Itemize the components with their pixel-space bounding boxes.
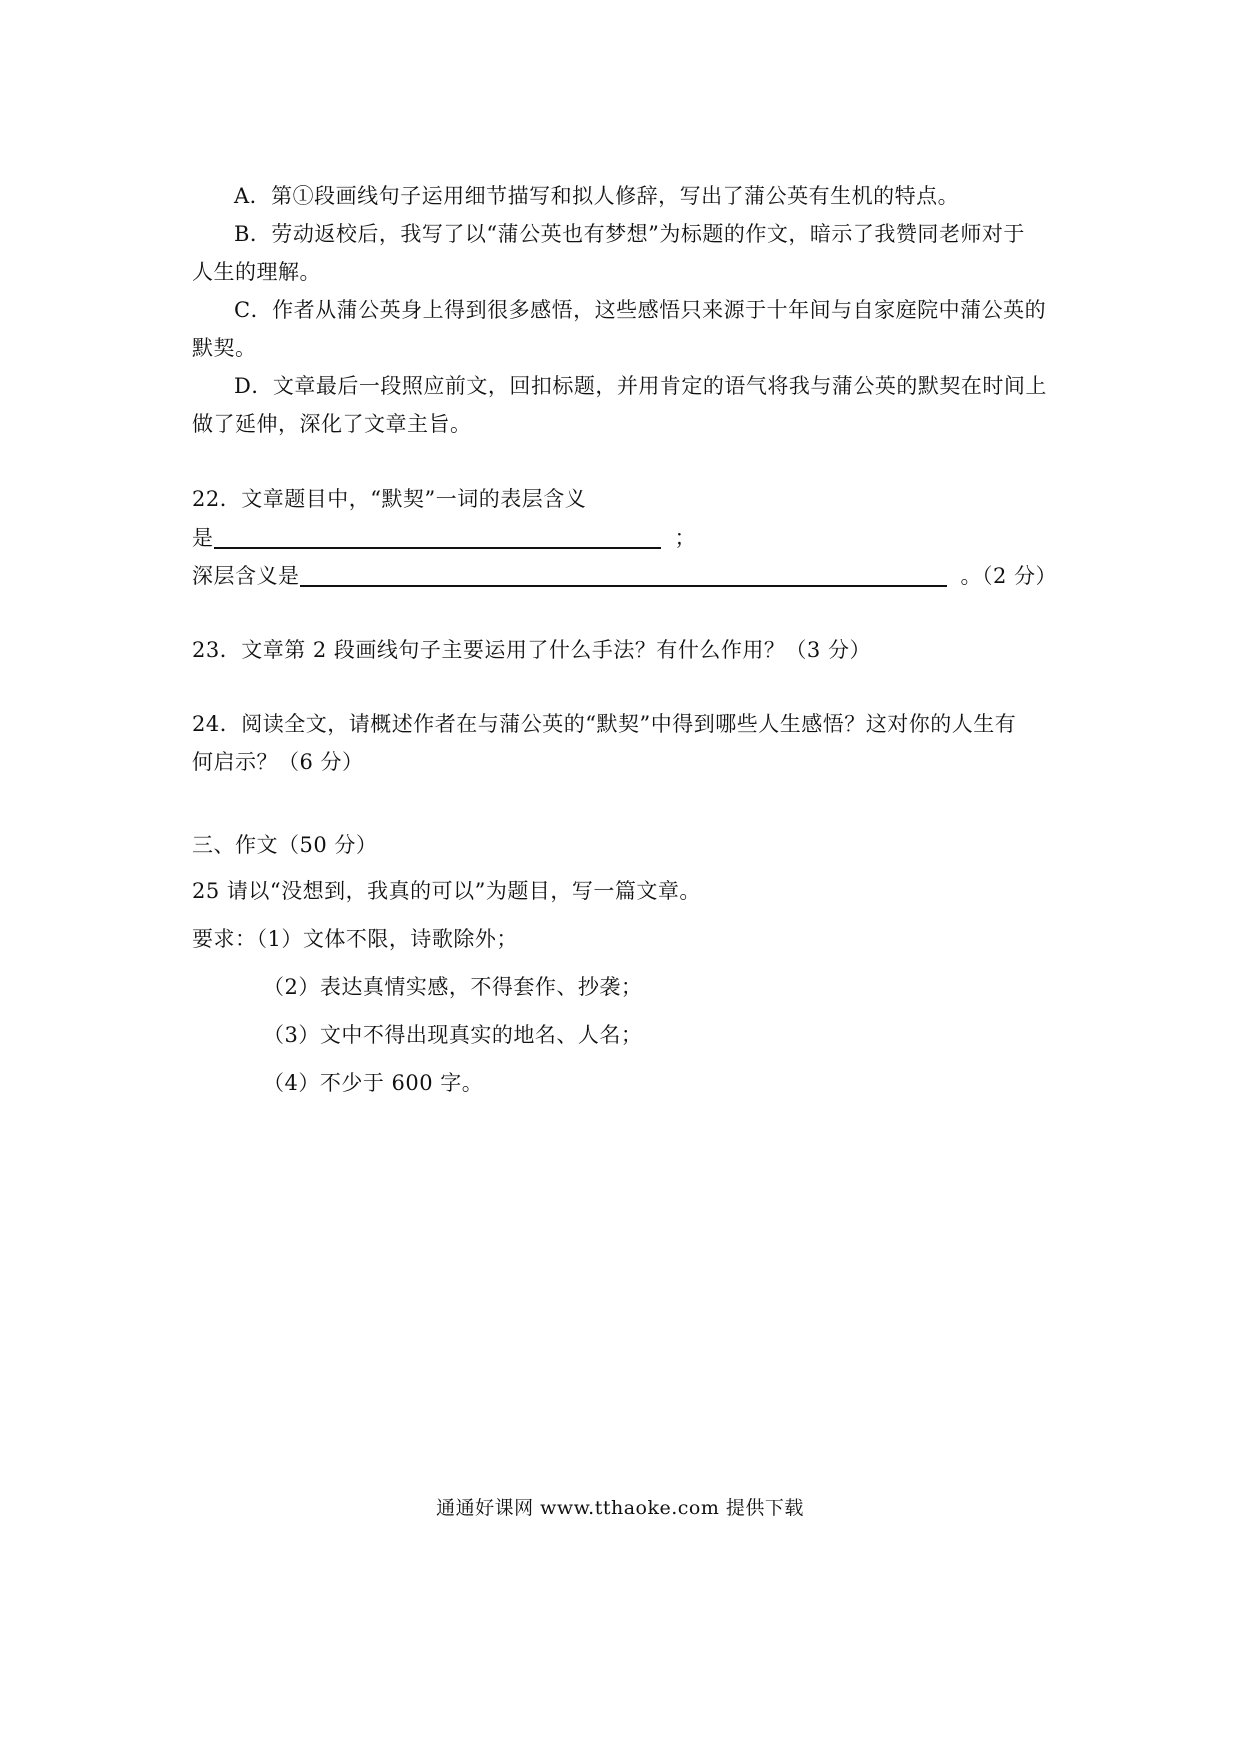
question-22-stem: 22．文章题目中，“默契”一词的表层含义 (192, 487, 587, 511)
option-a-line1: A．第①段画线句子运用细节描写和拟人修辞，写出了蒲公英有生机的特点。 (234, 184, 960, 208)
question-22-surface-suffix: ； (674, 526, 696, 550)
option-d-line1: D．文章最后一段照应前文，回扣标题，并用肯定的语气将我与蒲公英的默契在时间上 (234, 374, 1047, 398)
option-c-line1: C．作者从蒲公英身上得到很多感悟，这些感悟只来源于十年间与自家庭院中蒲公英的 (234, 298, 1047, 322)
question-24-line2: 何启示？（6 分） (192, 750, 364, 774)
question-24-line1: 24．阅读全文，请概述作者在与蒲公英的“默契”中得到哪些人生感悟？这对你的人生有 (192, 712, 1017, 736)
question-22-deep-prefix: 深层含义是 (192, 564, 300, 588)
composition-requirement-4: （4）不少于 600 字。 (263, 1071, 484, 1095)
option-d-line2: 做了延伸，深化了文章主旨。 (192, 412, 472, 436)
option-b-line1: B．劳动返校后，我写了以“蒲公英也有梦想”为标题的作文，暗示了我赞同老师对于 (234, 222, 1025, 246)
surface-meaning-answer-blank[interactable] (214, 527, 661, 549)
question-22-deep-suffix: 。（2 分） (960, 564, 1058, 588)
deep-meaning-answer-blank[interactable] (300, 565, 947, 587)
question-22-surface-meaning-row (192, 527, 696, 549)
composition-requirement-3: （3）文中不得出现真实的地名、人名； (263, 1023, 643, 1047)
question-22-surface-prefix: 是 (192, 526, 214, 550)
option-c-line2: 默契。 (192, 336, 257, 360)
page-footer: 通通好课网 www.tthaoke.com 提供下载 (436, 1497, 804, 1519)
composition-prompt: 25 请以“没想到，我真的可以”为题目，写一篇文章。 (192, 879, 701, 903)
option-b-line2: 人生的理解。 (192, 260, 321, 284)
composition-heading: 三、作文（50 分） (192, 833, 378, 857)
question-23: 23．文章第 2 段画线句子主要运用了什么手法？有什么作用？（3 分） (192, 638, 871, 662)
composition-requirement-1: 要求：（1）文体不限，诗歌除外； (192, 927, 518, 951)
composition-requirement-2: （2）表达真情实感，不得套作、抄袭； (263, 975, 643, 999)
question-22-deep-meaning-row (192, 565, 1057, 587)
